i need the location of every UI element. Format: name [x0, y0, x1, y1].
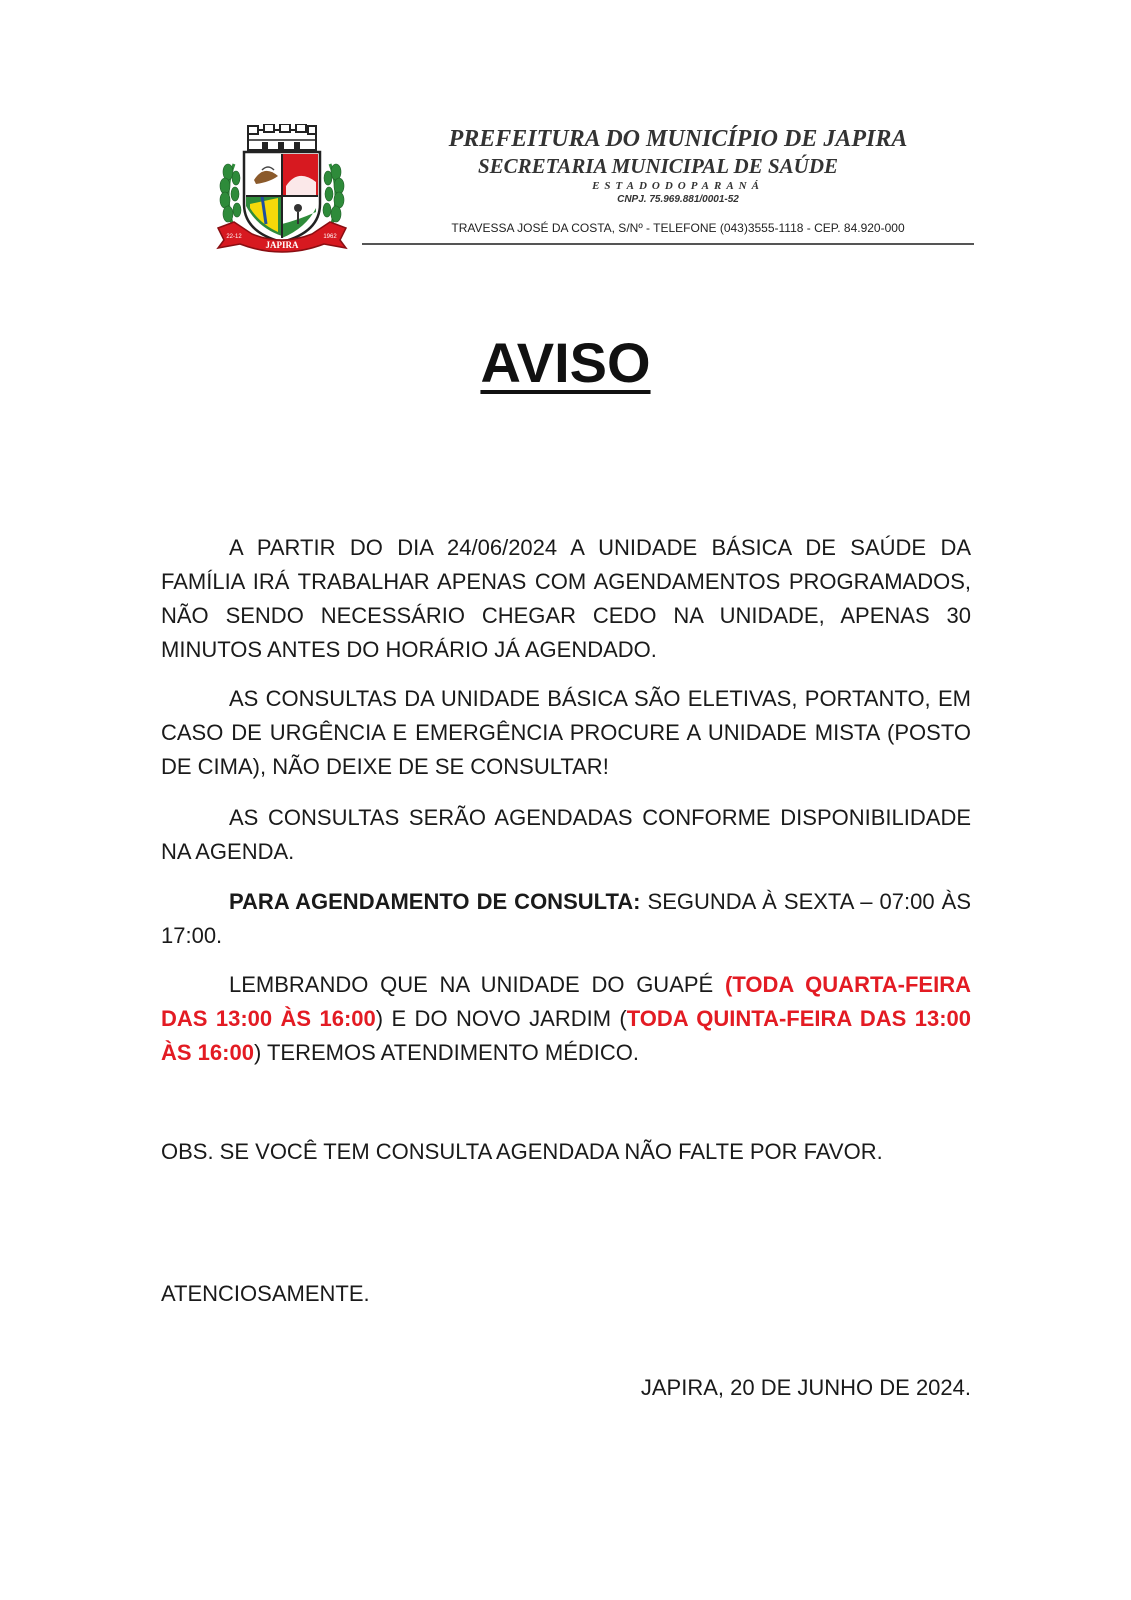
- reminder-intro: LEMBRANDO QUE NA UNIDADE DO GUAPÉ: [229, 972, 725, 997]
- paragraph-4: [161, 885, 971, 953]
- guape-schedule: TODA QUARTA-FEIRA DAS 13:00 ÀS 16:00: [161, 972, 971, 1031]
- address-line: TRAVESSA JOSÉ DA COSTA, S/Nº - TELEFONE (043)3555-1118 - CEP. 84.920-000: [451, 221, 905, 235]
- scheduling-hours: SEGUNDA À SEXTA – 07:00 ÀS 17:00.: [161, 889, 972, 948]
- health-department-title: SECRETARIA MUNICIPAL DE SAÚDE: [477, 154, 839, 178]
- novo-jardim-schedule: TODA QUINTA-FEIRA DAS 13:00 ÀS 16:00: [161, 1006, 971, 1065]
- mural-crown: [248, 124, 316, 150]
- paragraph-5: [161, 968, 971, 1070]
- reminder-middle: ) E DO NOVO JARDIM (: [375, 1006, 627, 1031]
- shield: [244, 152, 320, 242]
- state-name: ESTADODOPARANÁ: [592, 180, 764, 192]
- paragraph-1: A PARTIR DO DIA 24/06/2024 A UNIDADE BÁSICA DE SAÚDE DA FAMÍLIA IRÁ TRABALHAR APENAS COM AGENDAMENTOS PROGRAMADOS, NÃO SENDO NECESSÁRIO CHEGAR CEDO NA UNIDADE, APENAS 30 MINUTOS ANTES DO HORÁRIO JÁ AGENDADO.: [161, 535, 971, 662]
- ribbon-left-tag: 22-12: [226, 234, 242, 240]
- paragraph-2: AS CONSULTAS DA UNIDADE BÁSICA SÃO ELETIVAS, PORTANTO, EM CASO DE URGÊNCIA E EMERGÊNCIA PROCURE A UNIDADE MISTA (POSTO DE CIMA), NÃO DEIXE DE SE CONSULTAR!: [161, 686, 971, 779]
- guape-schedule-open: (: [724, 972, 733, 997]
- reminder-end: ) TEREMOS ATENDIMENTO MÉDICO.: [253, 1040, 639, 1065]
- municipal-crest-icon: [212, 124, 352, 256]
- closing: ATENCIOSAMENTE.: [161, 1281, 370, 1306]
- cnpj: CNPJ. 75.969.881/0001-52: [617, 194, 739, 205]
- paragraph-3: AS CONSULTAS SERÃO AGENDADAS CONFORME DISPONIBILIDADE NA AGENDA.: [161, 805, 971, 864]
- ribbon-text: JAPIRA: [265, 240, 299, 250]
- notice-title-wrapper: [0, 330, 1131, 395]
- municipality-title: PREFEITURA DO MUNICÍPIO DE JAPIRA: [448, 126, 908, 152]
- notice-title: AVISO: [480, 331, 651, 394]
- letterhead-divider: [362, 243, 974, 245]
- scheduling-label: PARA AGENDAMENTO DE CONSULTA:: [229, 889, 641, 914]
- observation: OBS. SE VOCÊ TEM CONSULTA AGENDADA NÃO FALTE POR FAVOR.: [161, 1139, 883, 1164]
- ribbon-right-tag: 1962: [323, 234, 337, 240]
- place-and-date: JAPIRA, 20 DE JUNHO DE 2024.: [640, 1375, 971, 1400]
